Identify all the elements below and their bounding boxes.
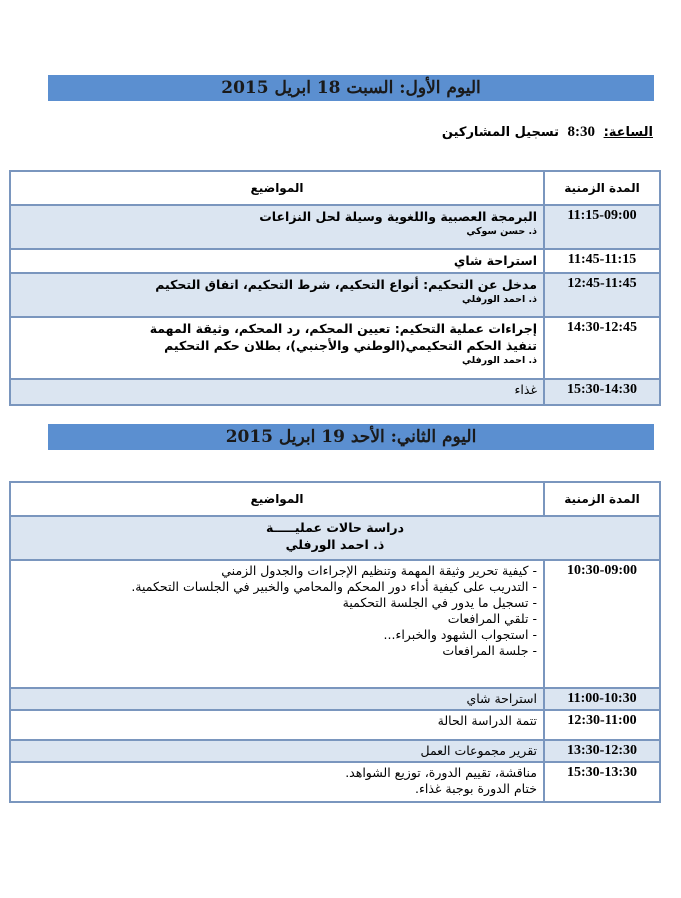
registration-text: تسجيل المشاركين — [441, 125, 560, 140]
registration-line — [442, 124, 653, 141]
day2-schedule-table — [9, 481, 661, 803]
row-topic-cell — [10, 317, 544, 379]
row-topic-cell — [10, 560, 544, 688]
list-item: - استجواب الشهود والخبراء... — [383, 627, 537, 642]
day2-title: اليوم الثاني: الأحد 19 ابريل 2015 — [48, 424, 654, 450]
header-time: المدة الزمنية — [544, 482, 660, 516]
row-topic: البرمجة العصبية واللغوية وسيلة لحل النزاعات — [259, 209, 537, 224]
header-topics: المواضيع — [10, 171, 544, 205]
row-speaker: ذ. احمد الورفلي — [461, 355, 537, 366]
list-item: - تسجيل ما يدور في الجلسة التحكمية — [342, 595, 537, 610]
table-row — [10, 205, 660, 249]
case-study-speaker: ذ. احمد الورفلي — [285, 537, 385, 552]
case-study-row — [10, 516, 660, 560]
row-topic: مناقشة، تقييم الدورة، توزيع الشواهد. — [345, 765, 537, 780]
row-topic-cell — [10, 688, 544, 710]
row-topic-cell — [10, 249, 544, 273]
case-study-title: دراسة حالات عمليـــــة — [265, 520, 405, 535]
list-item: - جلسة المرافعات — [442, 643, 537, 658]
day1-schedule-table — [9, 170, 661, 406]
list-item: - التدريب على كيفية أداء دور المحكم والمحامي والخبير في الجلسات التحكمية. — [131, 579, 537, 594]
row-topic: مدخل عن التحكيم: أنواع التحكيم، شرط التحكيم، اتفاق التحكيم — [155, 277, 537, 292]
row-topic-cell — [10, 740, 544, 762]
row-time: 11:15-09:00 — [544, 205, 660, 249]
row-time: 10:30-09:00 — [544, 560, 660, 688]
row-time: 12:45-11:45 — [544, 273, 660, 317]
row-topic-cell — [10, 205, 544, 249]
table-row — [10, 249, 660, 273]
row-topic: غذاء — [514, 382, 537, 397]
list-item: - كيفية تحرير وثيقة المهمة وتنظيم الإجراءات والجدول الزمني — [221, 563, 537, 578]
row-topic-continued: ختام الدورة بوجبة غذاء. — [415, 781, 537, 796]
row-topic-cell — [10, 710, 544, 740]
row-topic-cell — [10, 379, 544, 405]
table-row — [10, 560, 660, 688]
table-row — [10, 762, 660, 802]
row-speaker: ذ. حسن سوكي — [466, 226, 537, 237]
row-topic-continued: تنفيذ الحكم التحكيمي(الوطني والأجنبي)، بطلان حكم التحكيم — [164, 338, 537, 353]
table-header-row — [10, 171, 660, 205]
row-topic-cell — [10, 762, 544, 802]
row-topic: إجراءات عملية التحكيم: تعيين المحكم، رد المحكم، وثيقة المهمة — [149, 321, 537, 336]
table-row — [10, 710, 660, 740]
table-row — [10, 273, 660, 317]
row-time: 15:30-13:30 — [544, 762, 660, 802]
table-row — [10, 317, 660, 379]
table-row — [10, 379, 660, 405]
row-time: 15:30-14:30 — [544, 379, 660, 405]
row-topic: استراحة شاي — [466, 691, 537, 706]
row-time: 11:45-11:15 — [544, 249, 660, 273]
row-time: 13:30-12:30 — [544, 740, 660, 762]
day1-title: اليوم الأول: السبت 18 ابريل 2015 — [48, 75, 654, 101]
row-topic: تقرير مجموعات العمل — [420, 743, 537, 758]
list-item: - تلقي المرافعات — [447, 611, 537, 626]
registration-label: الساعة: — [603, 125, 653, 140]
row-topic-cell — [10, 273, 544, 317]
row-topic: استراحة شاي — [453, 253, 537, 268]
registration-time: 8:30 — [567, 124, 596, 140]
header-topics: المواضيع — [10, 482, 544, 516]
table-row — [10, 688, 660, 710]
row-speaker: ذ. احمد الورفلي — [461, 294, 537, 305]
header-time: المدة الزمنية — [544, 171, 660, 205]
case-study-cell — [10, 516, 660, 560]
row-time: 14:30-12:45 — [544, 317, 660, 379]
row-topic: تتمة الدراسة الحالة — [437, 713, 537, 728]
table-row — [10, 740, 660, 762]
table-header-row — [10, 482, 660, 516]
row-time: 11:00-10:30 — [544, 688, 660, 710]
row-time: 12:30-11:00 — [544, 710, 660, 740]
